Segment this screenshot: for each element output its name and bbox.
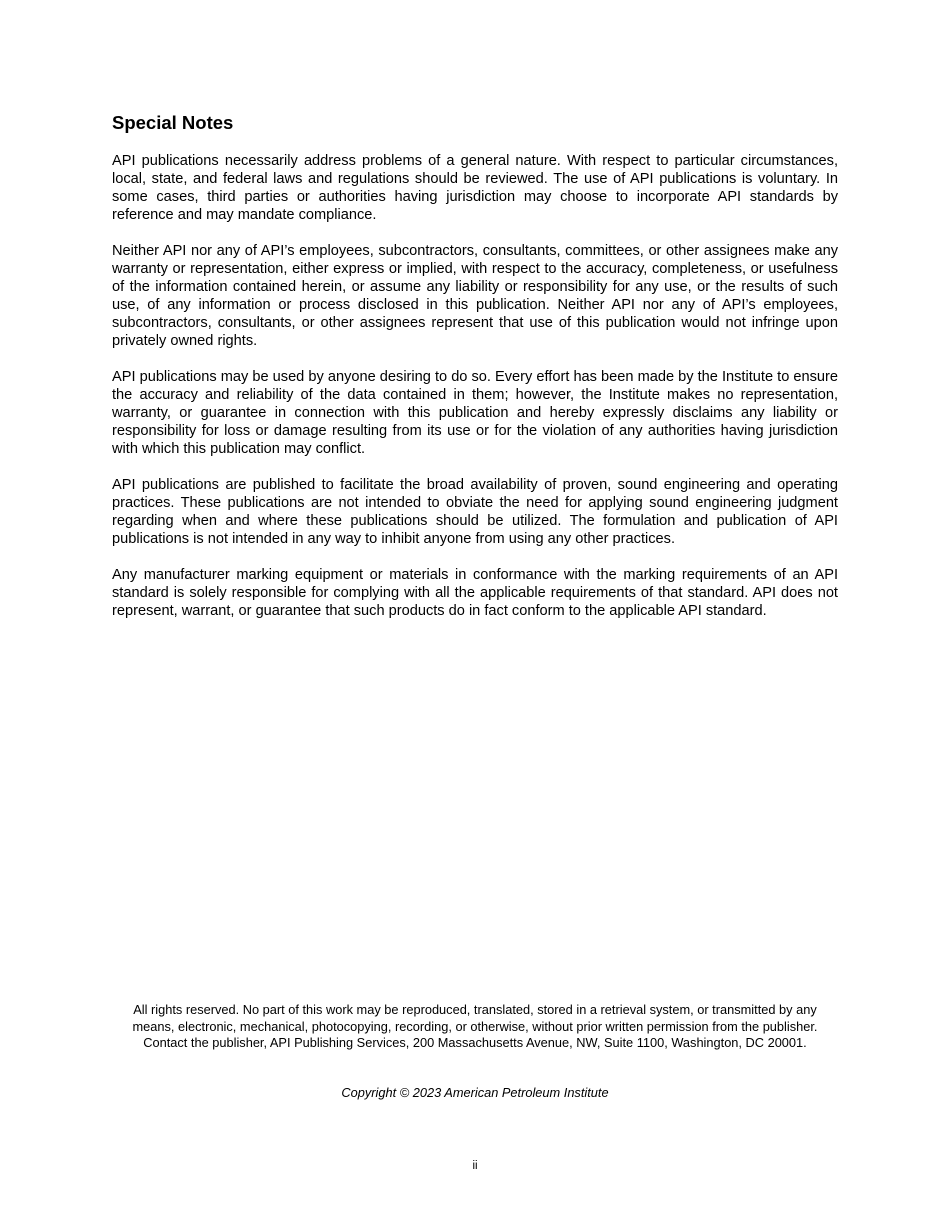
paragraph-no-warranty: Neither API nor any of API’s employees, subcontractors, consultants, committees, or other assignees make any warranty or representation, either express or implied, with respect to the accuracy, completeness, or usefulness of the information contained herein, or assume any liability or responsibility for any use, or the results of such use, of any information or process disclosed in this publication. Neither API nor any of API’s employees, subcontractors, consultants, or other assignees represent that use of this publication would not infringe upon privately owned rights. — [112, 243, 838, 349]
special-notes-body — [112, 152, 838, 638]
copyright-notice: Copyright © 2023 American Petroleum Institute — [341, 1085, 609, 1100]
paragraph-manufacturer-marking: Any manufacturer marking equipment or materials in conformance with the marking requirements of an API standard is solely responsible for complying with all the applicable requirements of that standard. API does not represent, warrant, or guarantee that such products do in fact conform to the applicable API standard. — [112, 567, 838, 619]
rights-notice: All rights reserved. No part of this work may be reproduced, translated, stored in a retrieval system, or transmitted by any means, electronic, mechanical, photocopying, recording, or otherwise, without prior written permission from the publisher. Contact the publisher, API Publishing Services, 200 Massachusetts Avenue, NW, Suite 1100, Washington, DC 20001. — [132, 1002, 818, 1050]
page-title: Special Notes — [112, 112, 234, 133]
page-number: ii — [472, 1160, 478, 1172]
paragraph-general-nature: API publications necessarily address problems of a general nature. With respect to particular circumstances, local, state, and federal laws and regulations should be reviewed. The use of API publications is voluntary. In some cases, third parties or authorities having jurisdiction may choose to incorporate API standards by reference and may mandate compliance. — [112, 153, 838, 223]
paragraph-purpose: API publications are published to facilitate the broad availability of proven, sound engineering and operating practices. These publications are not intended to obviate the need for applying sound engineering judgment regarding when and where these publications should be utilized. The formulation and publication of API publications is not intended in any way to inhibit anyone from using any other practices. — [112, 477, 838, 547]
paragraph-usage-disclaimer: API publications may be used by anyone desiring to do so. Every effort has been made by the Institute to ensure the accuracy and reliability of the data contained in them; however, the Institute makes no representation, warranty, or guarantee in connection with this publication and hereby expressly disclaims any liability or responsibility for loss or damage resulting from its use or for the violation of any authorities having jurisdiction with which this publication may conflict. — [112, 369, 838, 457]
